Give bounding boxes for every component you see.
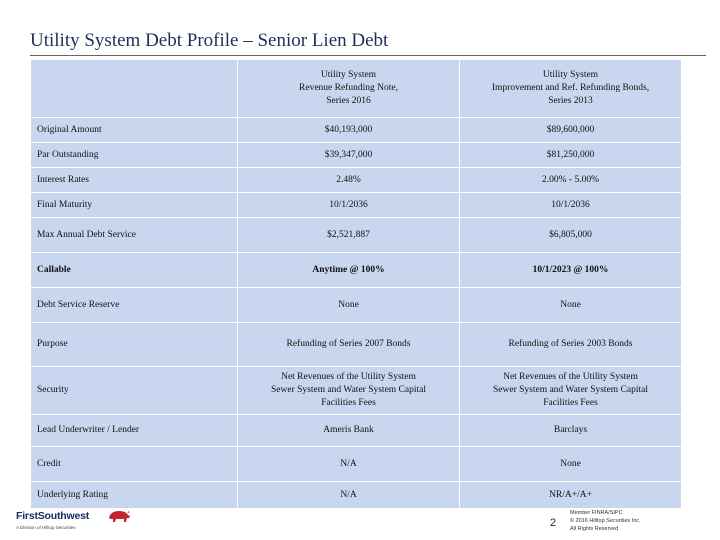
cell-value (460, 367, 682, 415)
table-row (31, 193, 682, 218)
row-label: Purpose (31, 323, 238, 367)
cell-value: $2,521,887 (238, 218, 460, 253)
column-header-2016 (238, 60, 460, 118)
disclaimer-line: All Rights Reserved (570, 526, 619, 532)
cell-value: $40,193,000 (238, 118, 460, 143)
column-header-line: Utility System (320, 70, 377, 80)
row-label: Max Annual Debt Service (31, 218, 238, 253)
cell-value: $89,600,000 (460, 118, 682, 143)
table-row (31, 482, 682, 509)
header-corner (31, 60, 238, 118)
row-label: Underlying Rating (31, 482, 238, 509)
table-row (31, 168, 682, 193)
cell-value: 10/1/2023 @ 100% (460, 253, 682, 288)
cell-value: NR/A+/A+ (460, 482, 682, 509)
title-divider (30, 55, 706, 56)
cell-value: None (460, 288, 682, 323)
row-label: Security (31, 367, 238, 415)
disclaimer-line: Member FINRA/SIPC (570, 510, 623, 516)
row-label: Lead Underwriter / Lender (31, 415, 238, 447)
table-row (31, 288, 682, 323)
cell-line: Facilities Fees (543, 398, 598, 408)
page-title: Utility System Debt Profile – Senior Lien Debt (30, 30, 389, 51)
table-row (31, 118, 682, 143)
cell-value: 10/1/2036 (238, 193, 460, 218)
logo-subtitle: A Division of Hilltop Securities (16, 525, 76, 530)
row-label: Credit (31, 447, 238, 482)
footer-disclaimer (570, 509, 710, 533)
column-header-line: Improvement and Ref. Refunding Bonds, (491, 83, 650, 93)
column-header-line: Revenue Refunding Note, (299, 83, 398, 93)
cell-value: None (238, 288, 460, 323)
cell-value: 2.48% (238, 168, 460, 193)
table-row (31, 253, 682, 288)
buffalo-icon (107, 508, 131, 524)
cell-value: 2.00% - 5.00% (460, 168, 682, 193)
cell-value: Ameris Bank (238, 415, 460, 447)
cell-value: $6,805,000 (460, 218, 682, 253)
page-number: 2 (550, 517, 557, 529)
row-label: Final Maturity (31, 193, 238, 218)
cell-value: N/A (238, 447, 460, 482)
cell-value: 10/1/2036 (460, 193, 682, 218)
cell-value (238, 367, 460, 415)
column-header-line: Utility System (542, 70, 599, 80)
table-row (31, 143, 682, 168)
cell-value: Refunding of Series 2007 Bonds (238, 323, 460, 367)
cell-line: Net Revenues of the Utility System (503, 372, 638, 382)
table-row (31, 367, 682, 415)
table-row (31, 323, 682, 367)
row-label: Callable (31, 253, 238, 288)
cell-value: Refunding of Series 2003 Bonds (460, 323, 682, 367)
logo-text: FirstSouthwest (16, 510, 90, 522)
row-label: Par Outstanding (31, 143, 238, 168)
column-header-line: Series 2016 (326, 96, 371, 106)
cell-line: Facilities Fees (321, 398, 376, 408)
row-label: Original Amount (31, 118, 238, 143)
cell-line: Sewer System and Water System Capital (271, 385, 426, 395)
column-header-2013 (460, 60, 682, 118)
column-header-line: Series 2013 (548, 96, 593, 106)
table-row (31, 218, 682, 253)
cell-value: None (460, 447, 682, 482)
table-row (31, 415, 682, 447)
cell-value: $81,250,000 (460, 143, 682, 168)
table-row (31, 447, 682, 482)
debt-profile-table (30, 59, 682, 509)
header-row (31, 60, 682, 118)
cell-value: Barclays (460, 415, 682, 447)
cell-line: Sewer System and Water System Capital (493, 385, 648, 395)
cell-value: N/A (238, 482, 460, 509)
company-logo (16, 510, 126, 536)
row-label: Debt Service Reserve (31, 288, 238, 323)
cell-line: Net Revenues of the Utility System (281, 372, 416, 382)
row-label: Interest Rates (31, 168, 238, 193)
cell-value: Anytime @ 100% (238, 253, 460, 288)
cell-value: $39,347,000 (238, 143, 460, 168)
disclaimer-line: © 2016 Hilltop Securities Inc. (570, 518, 641, 524)
